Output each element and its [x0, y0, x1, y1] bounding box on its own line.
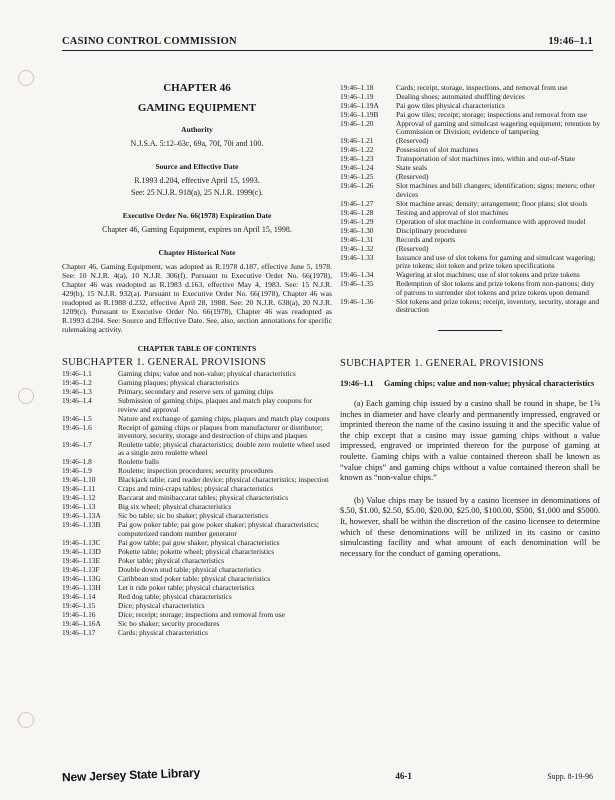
toc-entry-title: Double down stud table; physical characteristics [118, 564, 262, 574]
toc-entry-title: Testing and approval of slot machines [396, 207, 509, 217]
toc-entry-number: 19:46–1.9 [62, 466, 92, 476]
toc-entry-number: 19:46–1.17 [62, 627, 96, 637]
toc-entry-number: 19:46–1.21 [340, 136, 374, 146]
toc-entry [62, 539, 332, 547]
toc-entry-title: Transportation of slot machines into, within and out-of-State [396, 154, 576, 164]
toc-entry [62, 593, 332, 601]
toc-entry-number: 19:46–1.20 [340, 119, 374, 128]
toc-entry-title: Baccarat and minibaccarat tables; physical characteristics [118, 493, 289, 503]
toc-entry-number: 19:46–1.32 [340, 243, 374, 253]
subchapter-heading: SUBCHAPTER 1. GENERAL PROVISIONS [340, 358, 545, 370]
toc-entry [62, 415, 332, 423]
toc-entry [340, 298, 600, 315]
toc-entry-number: 19:46–1.13H [62, 582, 101, 592]
toc-entry-title: (Reserved) [396, 172, 429, 182]
toc-entry-title: Slot machines and bill changers; identification; signs; meters; other devices [396, 181, 596, 199]
toc-entry-title: Dice; physical characteristics [118, 600, 205, 610]
toc-entry-title: Cards; physical characteristics [118, 627, 208, 637]
source-line: See: 25 N.J.R. 918(a), 25 N.J.R. 1999(c). [131, 187, 263, 197]
toc-entry [340, 182, 600, 199]
toc-entry-title: Gaming plaques; physical characteristics [118, 378, 239, 388]
toc-entry-title: Pai gow tiles; receipt; storage; inspections and removal from use [396, 110, 588, 119]
toc-entry-number: 19:46–1.13 [62, 502, 96, 512]
authority-heading: Authority [181, 125, 213, 135]
chapter-title: GAMING EQUIPMENT [137, 101, 257, 114]
toc-entry-number: 19:46–1.16A [62, 618, 101, 628]
toc-entry-title: Records and reports [396, 234, 456, 244]
toc-entry-number: 19:46–1.13E [62, 555, 100, 565]
toc-entry-number: 19:46–1.1 [62, 369, 92, 379]
toc-entry-number: 19:46–1.3 [62, 387, 92, 397]
toc-entry-number: 19:46–1.13C [62, 537, 101, 547]
toc-entry [62, 557, 332, 565]
toc-entry-title: Red dog table; physical characteristics [118, 591, 232, 601]
toc-entry [62, 575, 332, 583]
toc-entry-number: 19:46–1.11 [62, 484, 96, 494]
toc-entry-title: Receipt of gaming chips or plaques from manufacturer or distributor; inventory, security, storage and destruction of chips and plaques [118, 422, 323, 440]
toc-list-right [340, 84, 600, 314]
header-agency: CASINO CONTROL COMMISSION [62, 36, 237, 47]
toc-entry [62, 548, 332, 556]
toc-entry-number: 19:46–1.13B [62, 520, 101, 530]
toc-entry-number: 19:46–1.4 [62, 396, 92, 406]
toc-entry-title: Big six wheel; physical characteristics [118, 502, 232, 512]
toc-entry-number: 19:46–1.2 [62, 378, 92, 388]
toc-entry-title: Pai gow tiles physical characteristics [396, 101, 505, 110]
toc-entry-number: 19:46–1.13A [62, 511, 101, 521]
toc-entry [340, 120, 600, 137]
toc-entry-number: 19:46–1.22 [340, 145, 374, 155]
executive-order-heading: Executive Order No. 66(1978) Expiration Date [122, 211, 272, 221]
toc-entry-number: 19:46–1.6 [62, 422, 92, 432]
source-line: R.1993 d.204, effective April 15, 1993. [134, 175, 260, 185]
toc-subchapter-heading: SUBCHAPTER 1. GENERAL PROVISIONS [62, 356, 267, 368]
toc-entry-title: Roulette table; physical characteristics; double zero roulette wheel used as a single zero roulette wheel [118, 439, 330, 458]
toc-entry-title: Disciplinary procedures [396, 225, 467, 235]
toc-entry-title: Slot tokens and prize tokens; receipt, inventory, security, storage and destruction [396, 296, 600, 315]
toc-entry-title: Issuance and use of slot tokens for gaming and simulcast wagering; prize tokens; slot token and prize token specifications [396, 252, 596, 271]
toc-entry-title: Pai gow poker table; pai gow poker shaker; physical characteristics; computerized random number generator [118, 520, 319, 538]
section-number: 19:46–1.1 [340, 379, 374, 389]
library-stamp: New Jersey State Library [61, 765, 201, 785]
header-section-number: 19:46–1.1 [548, 36, 593, 47]
toc-entry-number: 19:46–1.19A [340, 101, 379, 110]
toc-entry-number: 19:46–1.36 [340, 296, 374, 306]
page-number: 46-1 [395, 771, 412, 781]
toc-entry-title: Poker table; physical characteristics [118, 555, 225, 565]
toc-entry [340, 227, 600, 235]
chapter-number: CHAPTER 46 [163, 82, 231, 94]
toc-entry-number: 19:46–1.27 [340, 198, 374, 208]
toc-entry-title: Roulette; inspection procedures; security procedures [118, 466, 274, 476]
toc-entry-title: Let it ride poker table; physical characteristics [118, 582, 255, 592]
toc-entry-number: 19:46–1.10 [62, 475, 96, 485]
left-column [62, 80, 332, 638]
toc-entry-title: Sic bo table; sic bo shaker; physical characteristics [118, 511, 269, 521]
toc-entry-number: 19:46–1.12 [62, 493, 96, 503]
toc-entry-title: Dealing shoes; automated shuffling devices [396, 92, 525, 101]
toc-entry-title: Submission of gaming chips, plaques and match play coupons for review and approval [118, 396, 313, 414]
toc-entry-number: 19:46–1.31 [340, 234, 374, 244]
toc-entry-title: Nature and exchange of gaming chips, plaques and match play coupons [118, 413, 330, 423]
toc-entry [62, 584, 332, 592]
toc-entry-number: 19:46–1.8 [62, 457, 92, 467]
toc-entry-number: 19:46–1.24 [340, 163, 374, 173]
source-heading: Source and Effective Date [155, 162, 239, 172]
supplement-date: Supp. 8-19-96 [547, 772, 593, 781]
binder-hole [18, 388, 34, 404]
toc-entry-title: Possession of slot machines [396, 145, 479, 155]
toc-entry-number: 19:46–1.13F [62, 564, 100, 574]
toc-entry-number: 19:46–1.33 [340, 252, 374, 262]
toc-entry [62, 566, 332, 574]
toc-entry-title: Cards; receipt, storage, inspections, and removal from use [396, 83, 568, 92]
toc-entry-number: 19:46–1.35 [340, 279, 374, 289]
toc-entry [340, 209, 600, 217]
toc-entry [340, 200, 600, 208]
toc-entry-number: 19:46–1.14 [62, 591, 96, 601]
toc-entry-title: (Reserved) [396, 243, 429, 253]
toc-entry-title: Dice; receipt; storage; inspections and removal from use [118, 609, 285, 619]
toc-heading: CHAPTER TABLE OF CONTENTS [137, 343, 257, 353]
toc-entry-title: Pai gow table; pai gow shaker; physical characteristics [118, 537, 280, 547]
toc-entry-title: Operation of slot machine in conformance with approved model [396, 216, 586, 226]
authority-text: N.J.S.A. 5:12–63c, 69a, 70f, 70i and 100. [130, 138, 264, 148]
toc-entry-number: 19:46–1.16 [62, 609, 96, 619]
history-heading: Chapter Historical Note [158, 248, 236, 258]
toc-entry-number: 19:46–1.7 [62, 439, 92, 449]
history-note: Chapter 46, Gaming Equipment, was adopted as R.1978 d.187, effective June 5, 1978. See: 10 N.J.R. 4(a), 10 N.J.R. 306(f). Pursuant to Executive Order No. 66(1978), Chapter 46 was readopted as R.1983 d.163, effective May 4, 1983. See: 15 N.J.R. 429(b), 15 N.J.R. 932(a). Pursuant to Executive Order No. 66(1978), Chapter 46 was readopted as R.1988 d.232, effective April 28, 1988. See: 20 N.J.R. 638(a), 20 N.J.R. 1209(c). Pursuant to Executive Order No. 66(1978), Chapter 46 was readopted as R.1993 d.204. See: Source and Effective Date. See, also, section annotations for specific rulemaking activity. [62, 261, 332, 334]
toc-entry-number: 19:46–1.30 [340, 225, 374, 235]
toc-entry-number: 19:46–1.18 [340, 83, 374, 92]
toc-entry [62, 620, 332, 628]
toc-entry [62, 441, 332, 458]
binder-hole [18, 712, 34, 728]
toc-entry-number: 19:46–1.34 [340, 270, 374, 280]
toc-entry-title: Primary, secondary and reserve sets of gaming chips [118, 387, 274, 397]
toc-entry [62, 629, 332, 637]
toc-entry-title: Roulette balls [118, 457, 159, 467]
toc-entry [340, 280, 600, 297]
toc-entry [62, 397, 332, 414]
toc-entry-title: Blackjack table; card reader device; physical characteristics; inspection [118, 475, 329, 485]
page-footer [61, 765, 593, 785]
right-column [340, 84, 600, 571]
section-paragraph-b: (b) Value chips may be issued by a casino licensee in denominations of $.50, $1.00, $2.50, $5.00, $20.00, $25.00, $100.00, $500, $1,000 and $5000. It, however, shall be within the discretion of the casino licensee to determine which of these denominations will be utilized in its casino or casino simulcasting facility and what amount of each denomination will be necessary for the conduct of gaming operations. [340, 495, 600, 558]
toc-entry-title: Slot machine areas; density; arrangement; floor plans; slot stools [396, 198, 588, 208]
toc-entry-title: (Reserved) [396, 136, 429, 146]
toc-entry [340, 155, 600, 163]
toc-entry-number: 19:46–1.5 [62, 413, 92, 423]
toc-entry-number: 19:46–1.29 [340, 216, 374, 226]
toc-entry-number: 19:46–1.19 [340, 92, 374, 101]
toc-entry [62, 521, 332, 538]
toc-entry-title: Caribbean stud poker table; physical characteristics [118, 573, 271, 583]
toc-entry [340, 164, 600, 172]
section-heading [340, 379, 600, 389]
toc-entry-title: Redemption of slot tokens and prize tokens from non-patrons; duty of patrons to surrender slot tokens and prize tokens upon demand [396, 279, 595, 297]
toc-entry [340, 218, 600, 226]
toc-entry-number: 19:46–1.13D [62, 546, 101, 556]
toc-entry-number: 19:46–1.19B [340, 110, 379, 119]
toc-entry-number: 19:46–1.23 [340, 154, 374, 164]
toc-entry [340, 236, 600, 244]
toc-entry [340, 254, 600, 271]
toc-entry [62, 602, 332, 610]
toc-entry-title: State seals [396, 163, 427, 173]
toc-entry-title: Gaming chips; value and non-value; physical characteristics [118, 369, 296, 379]
toc-entry-title: Craps and mini-craps tables; physical characteristics [118, 484, 273, 494]
section-title: Gaming chips; value and non-value; physical characteristics [384, 379, 595, 389]
toc-entry-title: Sic bo shaker; security procedures [118, 618, 220, 628]
toc-entry-number: 19:46–1.28 [340, 207, 374, 217]
running-header [62, 36, 593, 51]
toc-entry-number: 19:46–1.13G [62, 573, 101, 583]
toc-entry [340, 245, 600, 253]
toc-entry-title: Approval of gaming and simulcast wagering equipment; retention by Commission or Division; evidence of tampering [396, 119, 601, 137]
divider-rule [438, 330, 502, 331]
toc-list-left [62, 370, 332, 637]
toc-entry [62, 424, 332, 441]
toc-entry [62, 611, 332, 619]
section-paragraph-a: (a) Each gaming chip issued by a casino shall be round in shape, be 1⅝ inches in diameter and have clearly and permanently impressed, engraved or imprinted thereon the name of the casino issuing it and the specific value of the chip except that a casino may issue gaming chips without a value impressed, engraved or imprinted thereon for the purpose of gaming at roulette. Gaming chips with a value contained thereon shall be known as “value chips” and gaming chips without a value contained thereon shall be known as “non-value chips.” [340, 399, 600, 483]
toc-entry-title: Pokette table; pokette wheel; physical characteristics [118, 546, 275, 556]
binder-hole [18, 70, 34, 86]
executive-order-text: Chapter 46, Gaming Equipment, expires on April 15, 1998. [102, 224, 292, 234]
toc-entry-number: 19:46–1.15 [62, 600, 96, 610]
toc-entry-number: 19:46–1.26 [340, 181, 374, 191]
toc-entry-title: Wagering at slot machines; use of slot tokens and prize tokens [396, 270, 580, 280]
toc-entry-number: 19:46–1.25 [340, 172, 374, 182]
